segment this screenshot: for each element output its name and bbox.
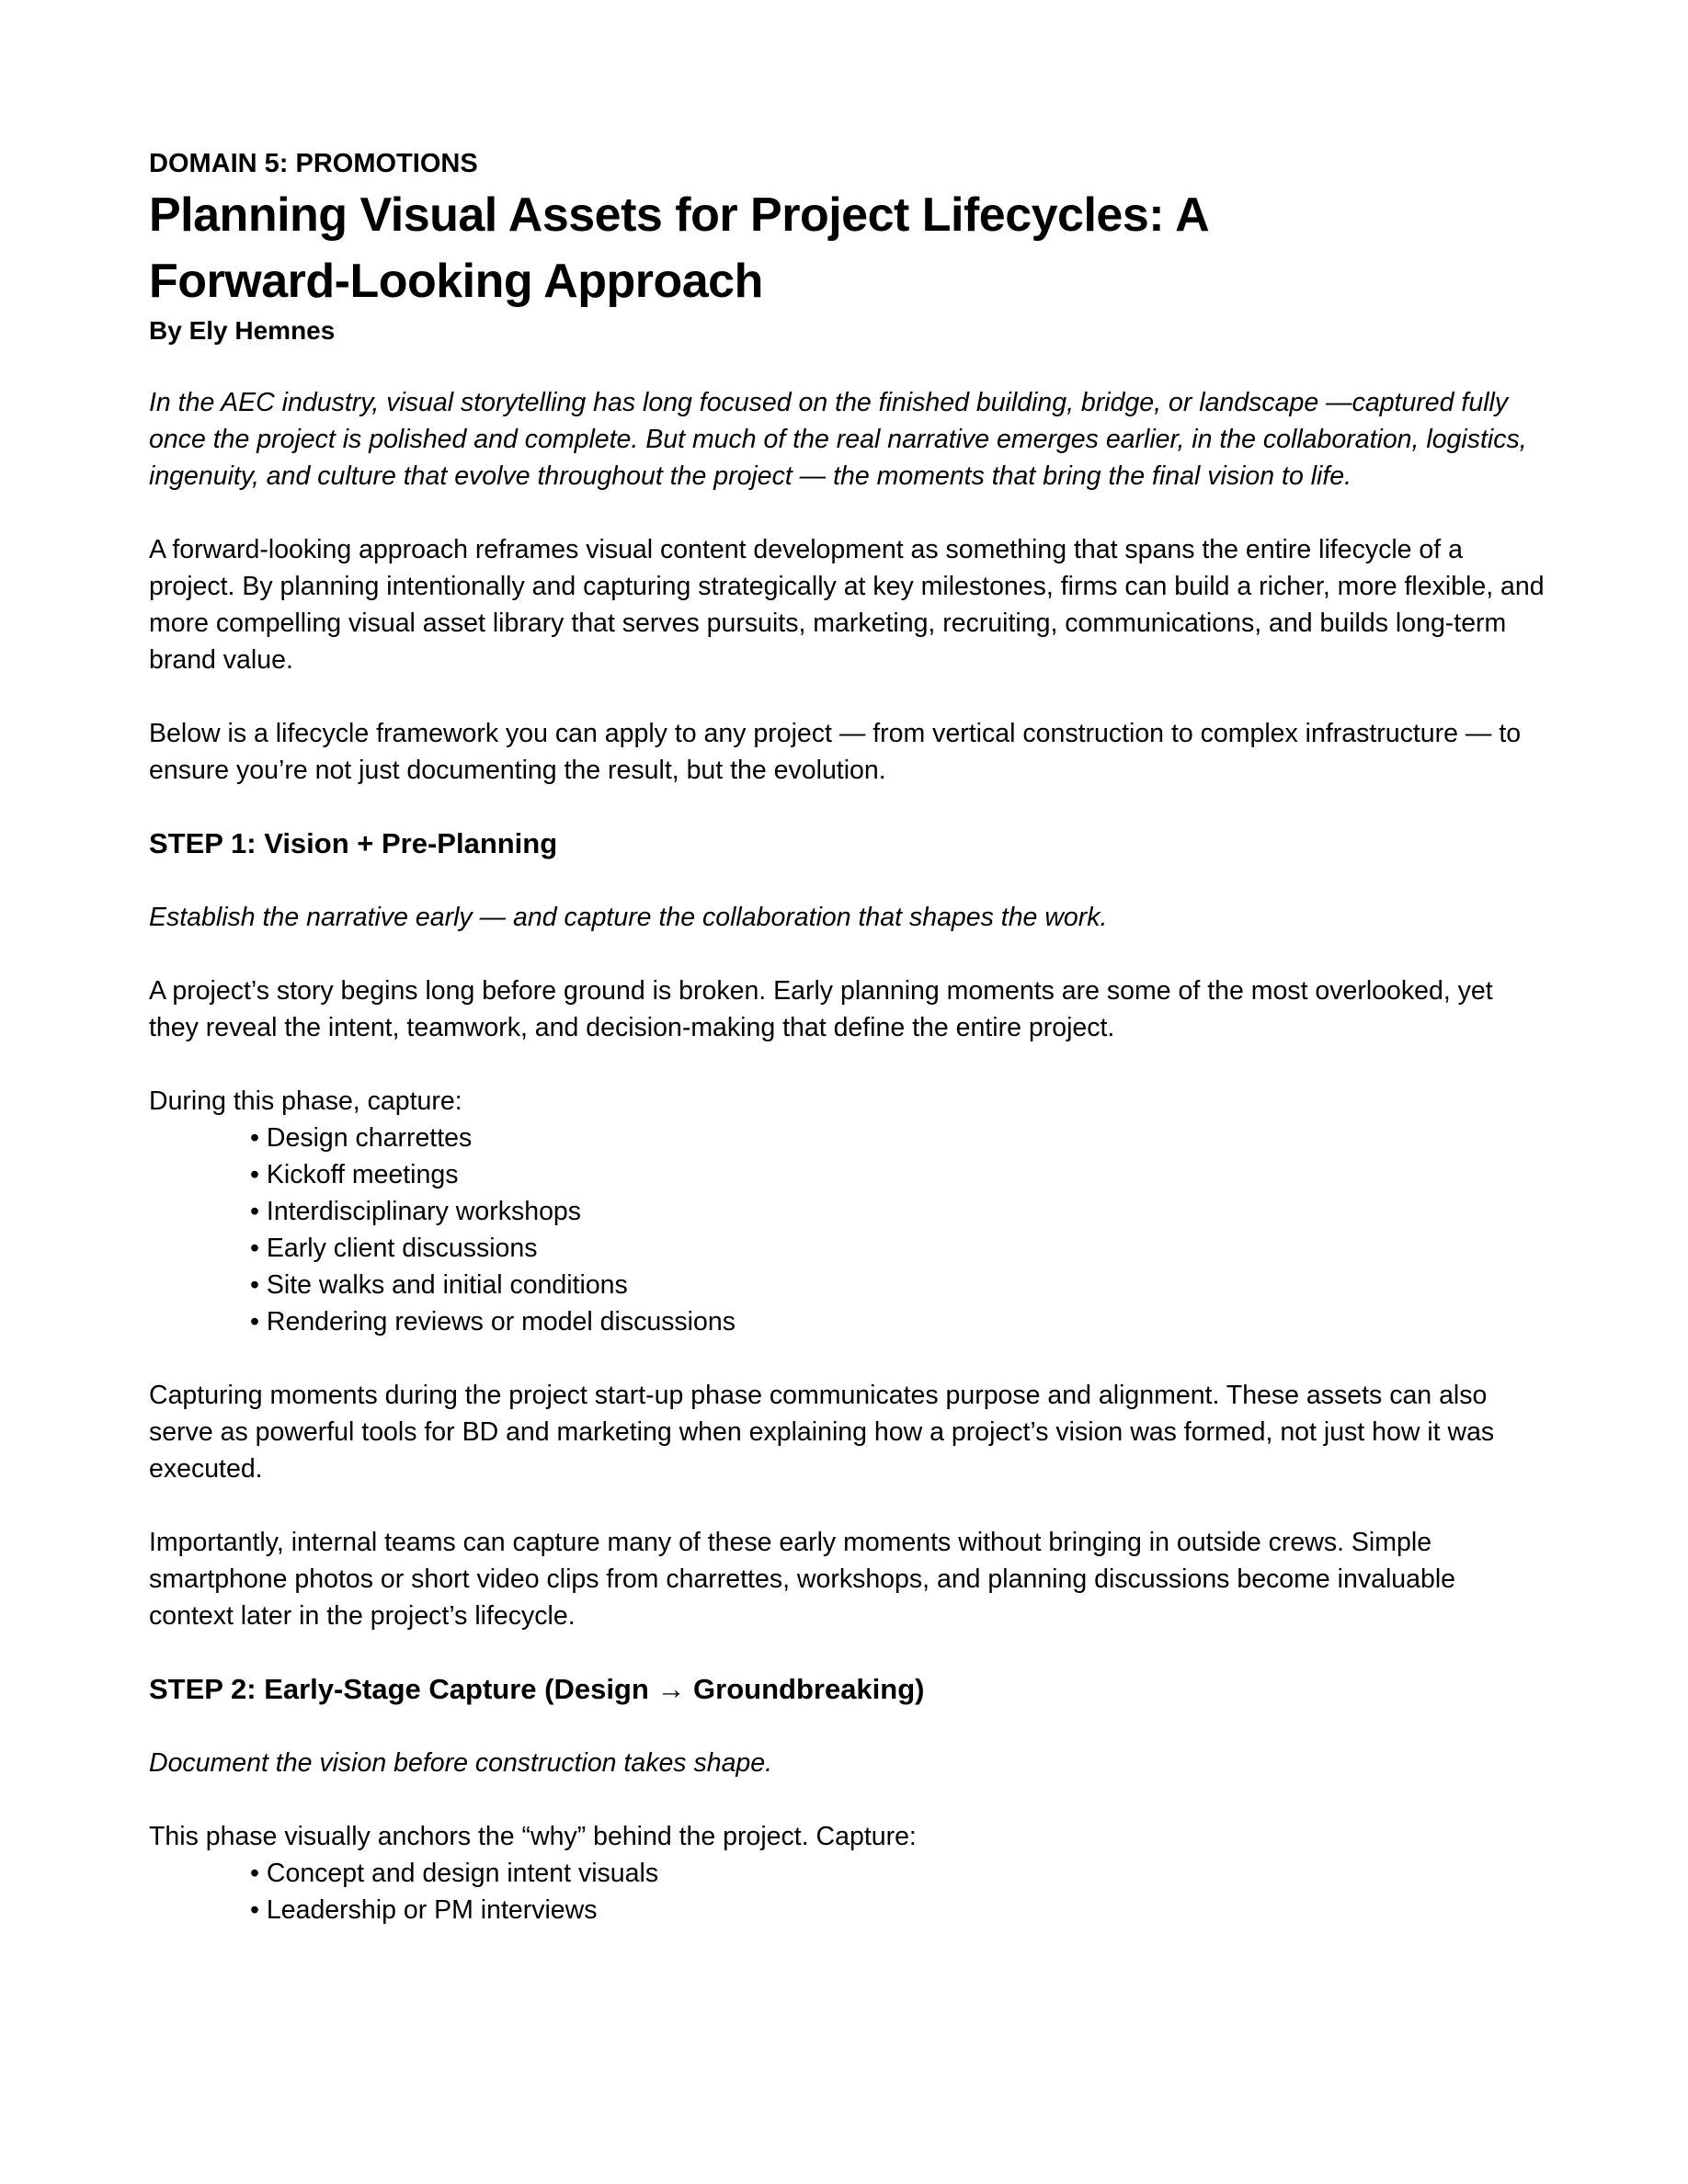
step1-tagline: Establish the narrative early — and capture the collaboration that shapes the work.	[149, 903, 1108, 932]
title-line-1: Planning Visual Assets for Project Lifecycles: A	[149, 188, 1210, 242]
document-page	[149, 147, 1546, 1928]
list-item: • Concept and design intent visuals	[250, 1859, 659, 1888]
list-item: • Design charrettes	[250, 1123, 473, 1153]
article-title	[149, 182, 1546, 314]
step1-list-intro: During this phase, capture:	[149, 1086, 462, 1116]
step1-paragraph-3: Importantly, internal teams can capture many of these early moments without bringing in outside crews. Simple smartphone photos or short video clips from charrettes, workshops, and planning discussions become invaluable context later in the project’s lifecycle.	[149, 1528, 1456, 1631]
list-item: • Leadership or PM interviews	[250, 1895, 598, 1925]
step1-heading: STEP 1: Vision + Pre-Planning	[149, 827, 558, 859]
list-item: • Kickoff meetings	[250, 1160, 459, 1189]
step1-paragraph-1: A project’s story begins long before ground is broken. Early planning moments are some of the most overlooked, yet they reveal the intent, teamwork, and decision-making that define the entire project.	[149, 976, 1493, 1042]
intro-paragraph-1: A forward-looking approach reframes visual content development as something that spans the entire lifecycle of a project. By planning intentionally and capturing strategically at key milestones, firms can build a richer, more flexible, and more compelling visual asset library that serves pursuits, marketing, recruiting, communications, and builds long-term brand value.	[149, 535, 1545, 675]
step2-list-intro: This phase visually anchors the “why” behind the project. Capture:	[149, 1822, 917, 1851]
step1-paragraph-2: Capturing moments during the project start-up phase communicates purpose and alignment. These assets can also serve as powerful tools for BD and marketing when explaining how a project’s vision was formed, not just how it was executed.	[149, 1381, 1495, 1484]
domain-label: DOMAIN 5: PROMOTIONS	[149, 149, 478, 178]
author-byline: By Ely Hemnes	[149, 316, 336, 345]
step2-capture-list	[149, 1855, 1546, 1928]
title-line-2: Forward-Looking Approach	[149, 255, 763, 308]
step2-tagline: Document the vision before construction takes shape.	[149, 1748, 773, 1778]
list-item: • Rendering reviews or model discussions	[250, 1307, 736, 1337]
list-item: • Early client discussions	[250, 1234, 538, 1263]
list-item: • Site walks and initial conditions	[250, 1270, 628, 1300]
intro-lede: In the AEC industry, visual storytelling has long focused on the finished building, bridge, or landscape —captured fully once the project is polished and complete. But much of the real narrative emerges earlier, in the collaboration, logistics, ingenuity, and culture that evolve throughout the project — the moments that bring the final vision to life.	[149, 388, 1527, 491]
step2-heading: STEP 2: Early-Stage Capture (Design → Groundbreaking)	[149, 1673, 925, 1705]
list-item: • Interdisciplinary workshops	[250, 1197, 582, 1226]
intro-paragraph-2: Below is a lifecycle framework you can apply to any project — from vertical construction to complex infrastructure — to ensure you’re not just documenting the result, but the evolution.	[149, 719, 1522, 785]
step1-capture-list	[149, 1120, 1546, 1340]
